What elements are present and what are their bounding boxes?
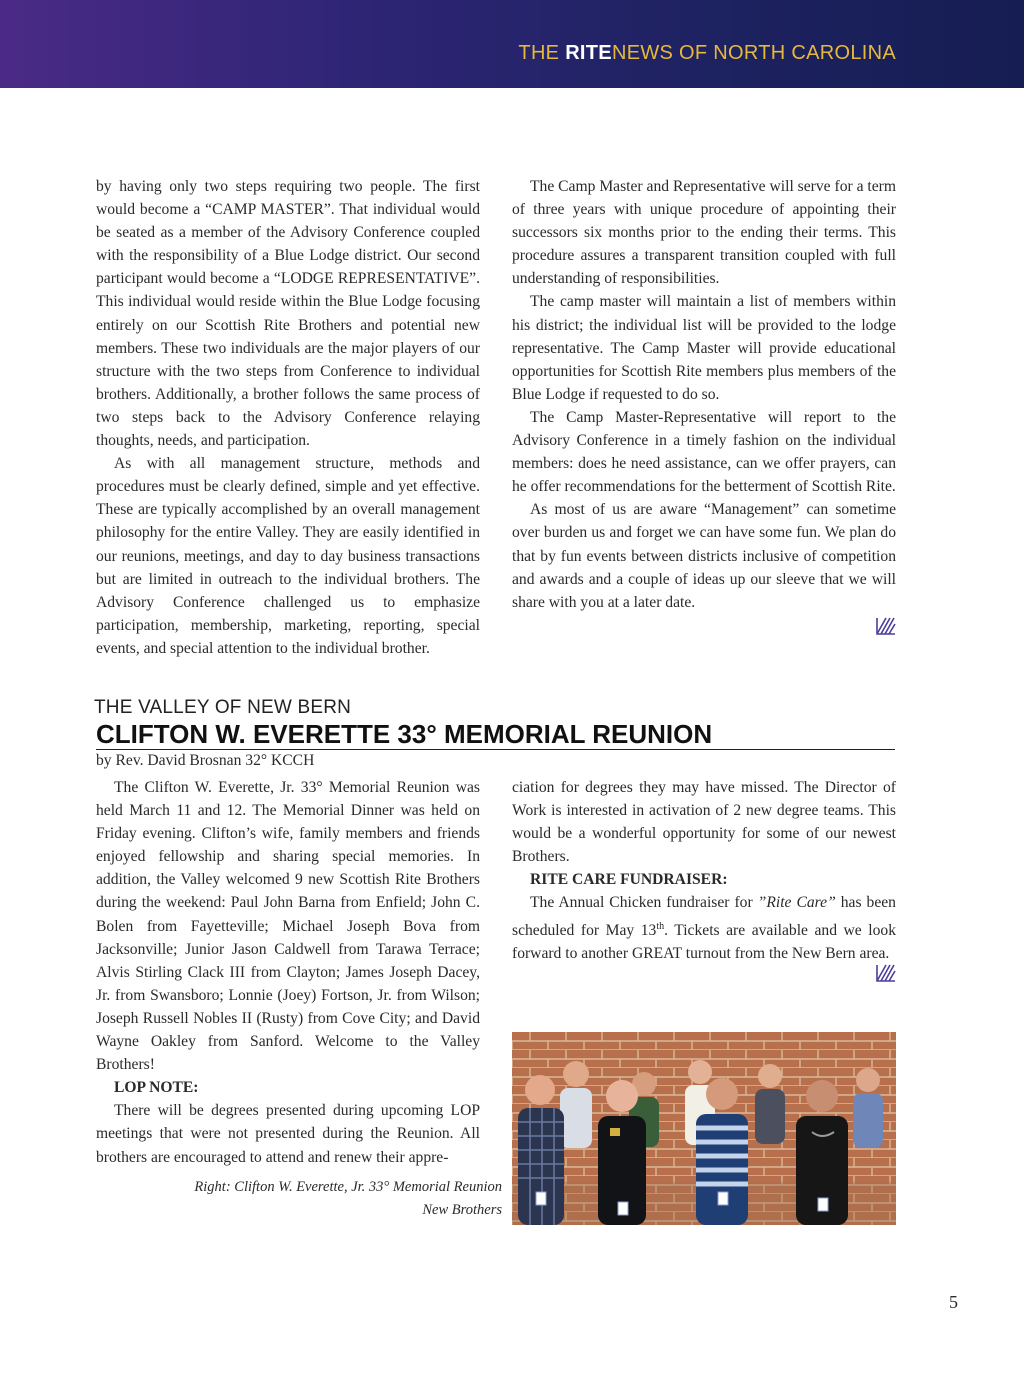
section-kicker: THE VALLEY OF NEW BERN: [94, 697, 352, 718]
fundraiser-text-b: has been scheduled for May 13: [512, 894, 896, 939]
top-article-left-column: [96, 175, 480, 660]
paragraph: by having only two steps requiring two people. The first would become a “CAMP MASTER”. That individual would be seated as a member of the Advisory Conference coupled with the responsibility of a Blue Lodge district. Our second participant would become a “LODGE REPRESENTATIVE”. This individual would reside within the Blue Lodge focusing entirely on our Scottish Rite Brothers and potential new members. These two individuals are the major players of our structure with the two steps from Conference to individual brothers. Additionally, a brother follows the same process of two steps back to the Advisory Conference relaying thoughts, needs, and participation.: [96, 178, 480, 450]
paragraph: As with all management structure, methods and procedures must be clearly defined, simple and yet effective. These are typically accomplished by an overall management philosophy for the entire Valley. They are easily identified in our reunions, meetings, and day to day business transactions but are limited in outreach to the individual brothers. The Advisory Conference challenged us to emphasize participation, membership, marketing, reporting, special events, and special attention to the individual brother.: [96, 455, 480, 657]
rite-end-mark-icon: [876, 617, 896, 635]
paragraph: The camp master will maintain a list of members within his district; the individual list will be provided to the lodge representative. The Camp Master will provide educational opportunities for Scottish Rite members plus members of the Blue Lodge if requested to do so.: [512, 293, 896, 403]
lop-note-heading: LOP NOTE:: [114, 1079, 199, 1097]
caption-line: New Brothers: [422, 1202, 502, 1218]
date-suffix: th: [656, 920, 665, 932]
rite-care-emphasis: ”Rite Care”: [757, 894, 836, 912]
rite-care-heading: RITE CARE FUNDRAISER:: [530, 871, 728, 889]
caption-line: Right: Clifton W. Everette, Jr. 33° Memorial Reunion: [194, 1179, 502, 1195]
bottom-article-left-column: [96, 776, 480, 1169]
top-article-right-column: [512, 175, 896, 614]
masthead-the: THE: [518, 42, 566, 64]
group-photo-illustration: [512, 1032, 896, 1225]
paragraph: [512, 891, 896, 964]
paragraph: The Camp Master-Representative will report to the Advisory Conference in a timely fashion on the individual members: does he need assistance, can we offer prayers, can he offer recommendations for the betterment of Scottish Rite.: [512, 408, 896, 496]
header-banner: [0, 0, 1024, 88]
masthead: [518, 42, 896, 65]
masthead-rite: RITE: [565, 42, 612, 64]
paragraph: There will be degrees presented during upcoming LOP meetings that were not presented during the Reunion. All brothers are encouraged to attend and renew their appre-: [96, 1102, 480, 1166]
paragraph: The Clifton W. Everette, Jr. 33° Memorial Reunion was held March 11 and 12. The Memorial Dinner was held on Friday evening. Clifton’s wife, family members and friends enjoyed fellowship and sharing special memories. In addition, the Valley welcomed 9 new Scottish Rite Brothers during the weekend: Paul John Barna from Enfield; John C. Bolen from Fayetteville; Michael Joseph Bova from Jacksonville; Junior Jason Caldwell from Tarawa Terrace; Alvis Stirling Clack III from Clayton; James Joseph Dacey, Jr. from Swansboro; Lonnie (Joey) Fortson, Jr. from Wilson; Joseph Russell Nobles II (Rusty) from Cove City; and David Wayne Oakley from Sanford. Welcome to the Valley Brothers!: [96, 779, 480, 1074]
fundraiser-text-c: . Tickets are available and we look forward to another GREAT turnout from the New Bern area.: [512, 921, 896, 962]
fundraiser-text-a: The Annual Chicken fundraiser for: [530, 894, 758, 912]
paragraph: ciation for degrees they may have missed. The Director of Work is interested in activation of 2 new degree teams. This would be a wonderful opportunity for some of our newest Brothers.: [512, 779, 896, 866]
page-number: 5: [949, 1292, 958, 1312]
byline: by Rev. David Brosnan 32° KCCH: [96, 752, 315, 769]
paragraph: As most of us are aware “Management” can sometime over burden us and forget we can have some fun. We plan do that by fun events between districts inclusive of competition and awards and a couple of ideas up our sleeve that we will share with you at a later date.: [512, 501, 896, 611]
group-photo: [512, 1032, 896, 1225]
bottom-article-right-column: [512, 776, 896, 965]
rite-end-mark-icon: [876, 964, 896, 982]
paragraph: The Camp Master and Representative will serve for a term of three years with unique procedure of appointing their successors six months prior to the ending their terms. This procedure assures a transparent transition coupled with full understanding of responsibilities.: [512, 178, 896, 288]
photo-caption: [142, 1176, 502, 1222]
masthead-rest: NEWS OF NORTH CAROLINA: [611, 42, 896, 64]
article-title: CLIFTON W. EVERETTE 33° MEMORIAL REUNION: [96, 719, 895, 750]
